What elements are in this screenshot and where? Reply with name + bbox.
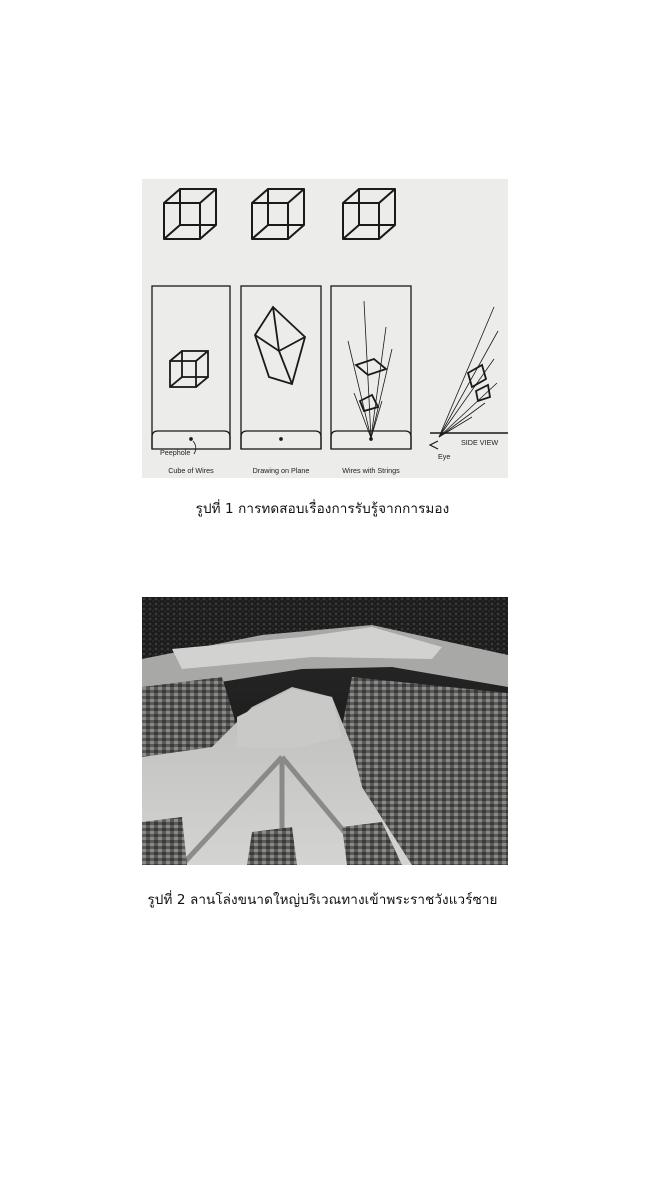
panel-cube-of-wires xyxy=(152,286,230,454)
perception-diagram-svg xyxy=(142,179,508,478)
peephole-label: Peephole xyxy=(160,448,191,457)
wire-cube-1 xyxy=(164,189,216,239)
figure-1-perception-diagram xyxy=(142,179,508,478)
wire-cube-2 xyxy=(252,189,304,239)
panel3-label: Wires with Strings xyxy=(342,466,400,475)
panel2-label: Drawing on Plane xyxy=(252,466,310,475)
figure-2-versailles-photo xyxy=(142,597,508,865)
eye-label: Eye xyxy=(438,452,451,461)
versailles-aerial-svg xyxy=(142,597,508,865)
side-view-diagram xyxy=(430,307,508,449)
panel1-label: Cube of Wires xyxy=(168,466,214,475)
figure-2-caption: รูปที่ 2 ลานโล่งขนาดใหญ่บริเวณทางเข้าพระราชวังแวร์ซาย xyxy=(147,892,498,908)
panel-wires-with-strings xyxy=(331,286,411,449)
panel-drawing-on-plane xyxy=(241,286,321,449)
wire-cube-3 xyxy=(343,189,395,239)
side-view-label: SIDE VIEW xyxy=(461,438,499,447)
figure-1-caption: รูปที่ 1 การทดสอบเรื่องการรับรู้จากการมอง xyxy=(195,501,450,517)
